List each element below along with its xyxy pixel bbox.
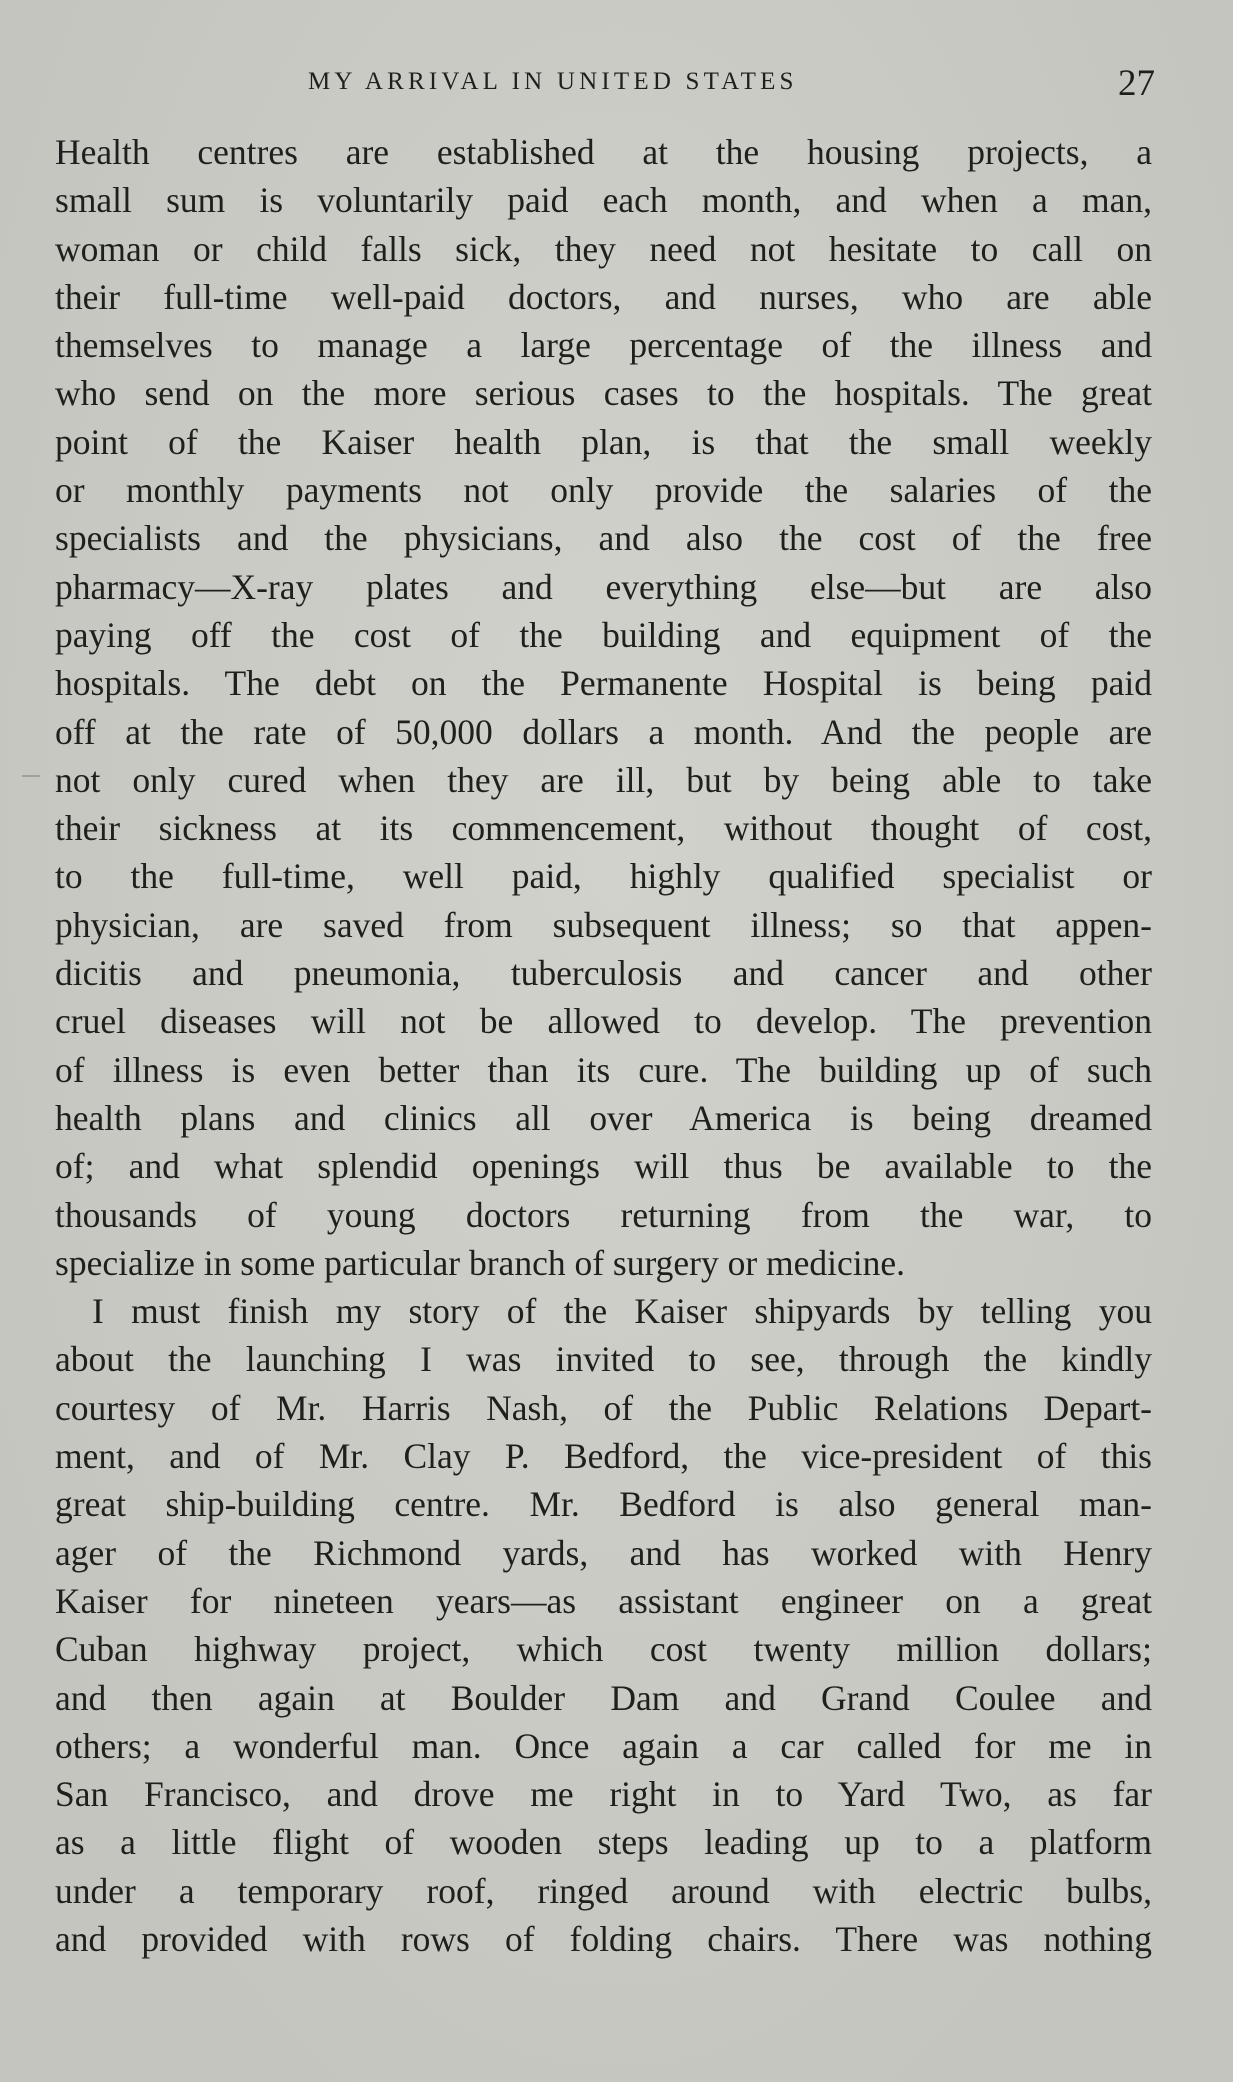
text-line: Health centres are established at the housing projects, a (55, 132, 1152, 172)
running-head (0, 62, 1233, 102)
text-line: about the launching I was invited to see, through the kindly (55, 1339, 1152, 1380)
text-line: small sum is voluntarily paid each month, and when a man, (55, 180, 1152, 221)
text-line: their sickness at its commencement, without thought of cost, (55, 808, 1152, 849)
text-line: thousands of young doctors returning from the war, to (55, 1194, 1152, 1235)
text-line: or monthly payments not only provide the salaries of the (55, 470, 1152, 511)
text-line: cruel diseases will not be allowed to develop. The prevention (55, 1001, 1152, 1042)
text-line: to the full-time, well paid, highly qualified specialist or (55, 856, 1152, 897)
text-line: health plans and clinics all over America is being dreamed (55, 1097, 1152, 1138)
running-title: MY ARRIVAL IN UNITED STATES (308, 68, 798, 95)
text-line: paying off the cost of the building and equipment of the (55, 614, 1152, 655)
text-line: under a temporary roof, ringed around with electric bulbs, (55, 1870, 1152, 1911)
text-line: of illness is even better than its cure. The building up of such (55, 1049, 1152, 1090)
text-line: hospitals. The debt on the Permanente Hospital is being paid (55, 663, 1152, 704)
text-line: not only cured when they are ill, but by being able to take (55, 759, 1152, 800)
text-line: as a little flight of wooden steps leading up to a platform (55, 1822, 1152, 1863)
text-line: others; a wonderful man. Once again a car called for me in (55, 1725, 1152, 1766)
text-line: courtesy of Mr. Harris Nash, of the Public Relations Depart- (55, 1387, 1152, 1428)
body-text (55, 128, 1152, 1963)
text-line: off at the rate of 50,000 dollars a month. And the people are (55, 711, 1152, 752)
text-line: of; and what splendid openings will thus be available to the (55, 1146, 1152, 1187)
text-line: point of the Kaiser health plan, is that the small weekly (55, 421, 1152, 462)
page-number: 27 (1118, 63, 1155, 104)
text-line: Kaiser for nineteen years—as assistant engineer on a great (55, 1580, 1152, 1621)
text-line: who send on the more serious cases to the hospitals. The great (55, 373, 1152, 414)
text-line: San Francisco, and drove me right in to Yard Two, as far (55, 1774, 1152, 1815)
text-line: and provided with rows of folding chairs. There was nothing (55, 1918, 1152, 1959)
text-line: and then again at Boulder Dam and Grand Coulee and (55, 1677, 1152, 1718)
text-line: woman or child falls sick, they need not hesitate to call on (55, 228, 1152, 269)
text-line: specialize in some particular branch of surgery or medicine. (55, 1242, 906, 1283)
text-line: pharmacy—X-ray plates and everything else—but are also (55, 566, 1152, 607)
text-line: ment, and of Mr. Clay P. Bedford, the vice-president of this (55, 1436, 1152, 1477)
text-line: specialists and the physicians, and also the cost of the free (55, 518, 1152, 559)
text-line: themselves to manage a large percentage of the illness and (55, 325, 1152, 366)
text-line: dicitis and pneumonia, tuberculosis and cancer and other (55, 953, 1152, 994)
text-line: their full-time well-paid doctors, and nurses, who are able (55, 276, 1152, 317)
margin-mark (22, 775, 40, 777)
text-line: ager of the Richmond yards, and has worked with Henry (55, 1532, 1152, 1573)
text-line: Cuban highway project, which cost twenty million dollars; (55, 1629, 1152, 1670)
text-line: great ship-building centre. Mr. Bedford is also general man- (55, 1484, 1152, 1525)
paragraph-start-line: I must finish my story of the Kaiser shipyards by telling you (92, 1291, 1152, 1332)
text-line: physician, are saved from subsequent illness; so that appen- (55, 904, 1152, 945)
